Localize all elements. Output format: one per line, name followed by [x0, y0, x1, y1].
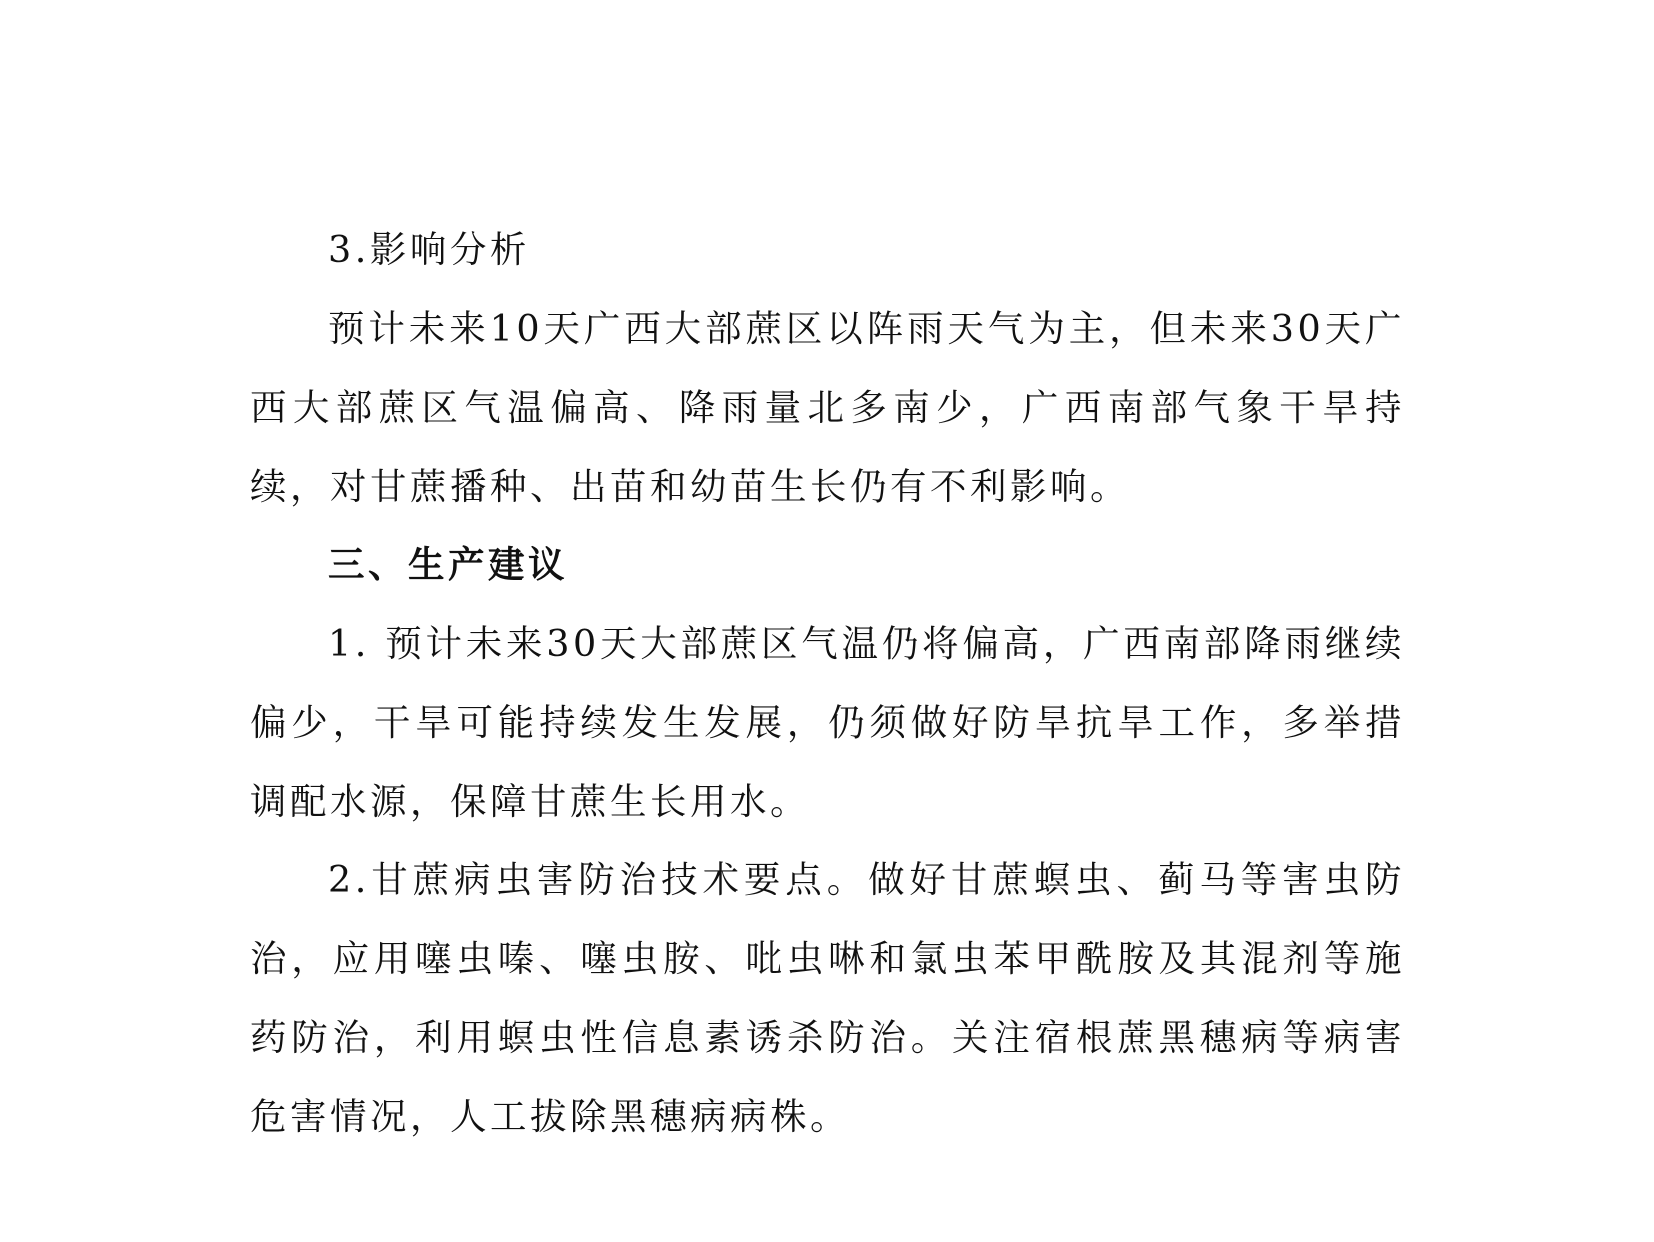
advice-paragraph-1: 1. 预计未来30天大部蔗区气温仍将偏高，广西南部降雨继续偏少，干旱可能持续发生发展，仍须做好防旱抗旱工作，多举措调配水源，保障甘蔗生长用水。 [250, 622, 1405, 823]
subsection-heading-text: 3.影响分析 [328, 228, 530, 271]
section-heading-production-advice: 三、生产建议 [328, 543, 568, 586]
impact-paragraph: 预计未来10天广西大部蔗区以阵雨天气为主，但未来30天广西大部蔗区气温偏高、降雨量北多南少，广西南部气象干旱持续，对甘蔗播种、出苗和幼苗生长仍有不利影响。 [250, 307, 1405, 508]
advice-paragraph-2: 2.甘蔗病虫害防治技术要点。做好甘蔗螟虫、蓟马等害虫防治，应用噻虫嗪、噻虫胺、吡虫啉和氯虫苯甲酰胺及其混剂等施药防治，利用螟虫性信息素诱杀防治。关注宿根蔗黑穗病等病害危害情况，人工拔除黑穗病病株。 [250, 858, 1405, 1138]
subsection-heading-impact-analysis [250, 210, 1405, 289]
